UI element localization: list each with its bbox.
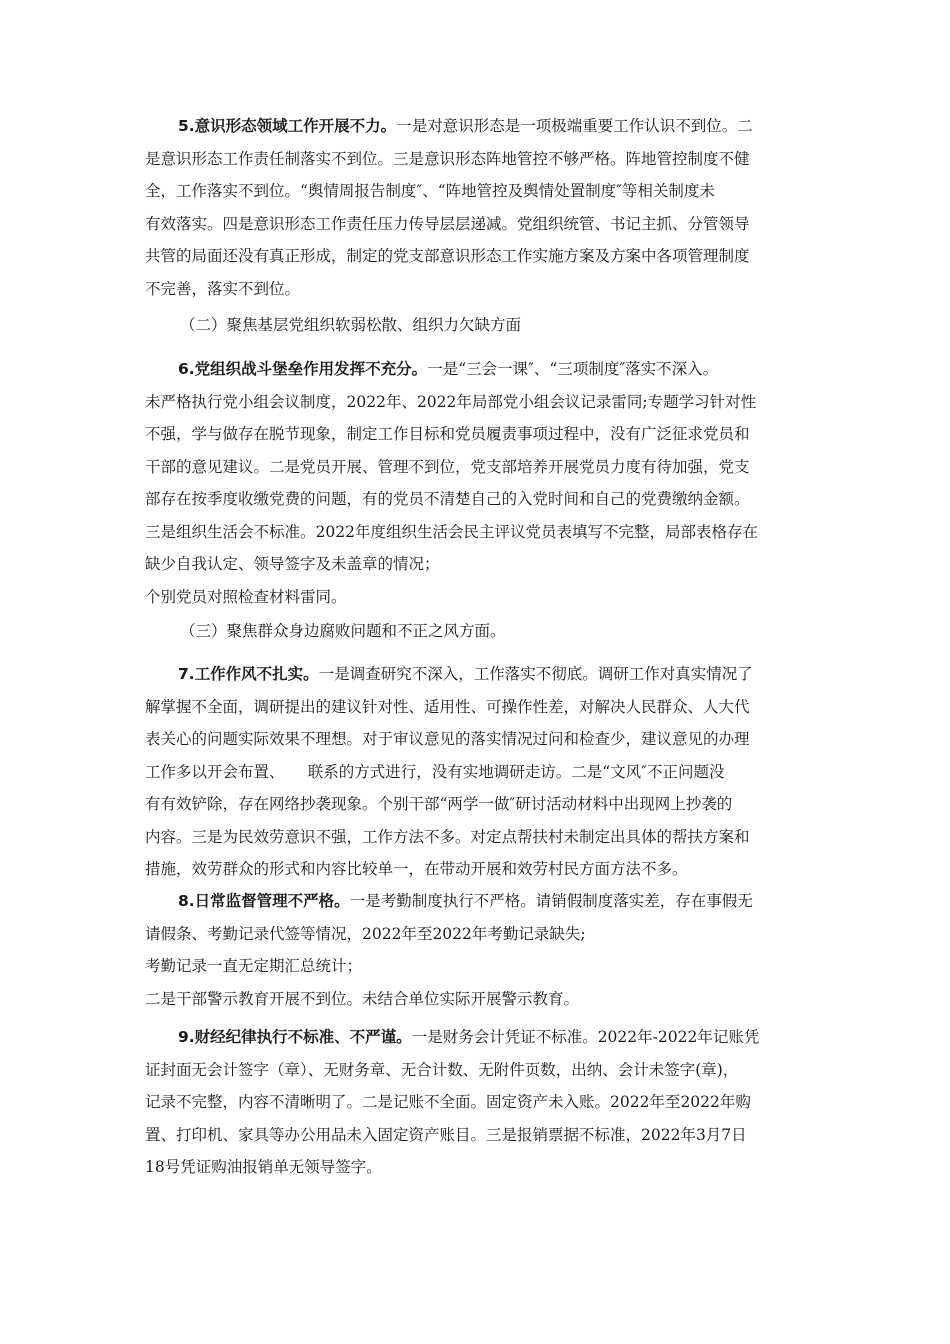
- paragraph-5-line-1: [145, 110, 805, 143]
- paragraph-8-line-3: 考勤记录一直无定期汇总统计；: [145, 957, 363, 975]
- paragraph-5-line-3: 全，工作落实不到位。“舆情周报告制度″、“阵地管控及舆情处置制度″等相关制度未: [145, 182, 715, 200]
- section-heading-2: （二）聚焦基层党组织软弱松散、组织力欠缺方面: [180, 316, 522, 334]
- paragraph-9: [145, 1021, 805, 1184]
- paragraph-6-line-6: 三是组织生活会不标准。2022年度组织生活会民主评议党员表填写不完整，局部表格存在: [145, 522, 758, 541]
- section-heading-3: （三）聚焦群众身边腐败问题和不正之风方面。: [180, 622, 506, 640]
- paragraph-7-line-2: 解掌握不全面，调研提出的建议针对性、适用性、可操作性差，对解决人民群众、人大代: [145, 697, 750, 716]
- paragraph-8-line-2: 请假条、考勤记录代签等情况，2022年至2022年考勤记录缺失;: [145, 924, 586, 943]
- paragraph-7-line-5: 有有效铲除，存在网络抄袭现象。个别干部“两学一做″研讨活动材料中出现网上抄袭的: [145, 795, 733, 813]
- paragraph-7-line-4: 工作多以开会布置、 联系的方式进行，没有实地调研走访。二是“文风″不正问题没: [145, 762, 725, 781]
- paragraph-8-heading: 8.日常监督管理不严格。: [178, 892, 350, 910]
- paragraph-6-line-3: 不强，学与做存在脱节现象，制定工作目标和党员履责事项过程中，没有广泛征求党员和: [145, 425, 750, 443]
- paragraph-5-line-5: 共管的局面还没有真正形成，制定的党支部意识形态工作实施方案及方案中各项管理制度: [145, 247, 750, 265]
- paragraph-5: [145, 110, 805, 305]
- paragraph-8-line-1: [145, 885, 805, 918]
- paragraph-7-line-1: [145, 658, 805, 691]
- paragraph-9-line-4: 置、打印机、家具等办公用品未入固定资产账目。三是报销票据不标准，2022年3月7日: [145, 1125, 747, 1144]
- paragraph-5-heading: 5.意识形态领域工作开展不力。: [178, 117, 397, 135]
- paragraph-6-text: 一是“三会一课″、“三项制度″落实不深入。: [427, 360, 719, 378]
- paragraph-6-line-7: 缺少自我认定、领导签字及未盖章的情况；: [145, 555, 440, 573]
- paragraph-5-line-4: 有效落实。四是意识形态工作责任压力传导层层递减。党组织统管、书记主抓、分管领导: [145, 214, 750, 233]
- paragraph-6-line-1: [145, 353, 805, 386]
- paragraph-7-heading: 7.工作作风不扎实。: [178, 665, 319, 683]
- paragraph-9-heading: 9.财经纪律执行不标准、不严谨。: [178, 1028, 412, 1046]
- paragraph-5-text: 一是对意识形态是一项极端重要工作认识不到位。二: [396, 117, 753, 135]
- paragraph-7: [145, 658, 805, 886]
- paragraph-8-text: 一是考勤制度执行不严格。请销假制度落实差，存在事假无: [349, 892, 753, 910]
- paragraph-8-line-4: 二是干部警示教育开展不到位。未结合单位实际开展警示教育。: [145, 989, 580, 1008]
- paragraph-6-line-2: 未严格执行党小组会议制度，2022年、2022年局部党小组会议记录雷同;专题学习针对性: [145, 392, 757, 411]
- paragraph-6-heading: 6.党组织战斗堡垒作用发挥不充分。: [178, 360, 428, 378]
- paragraph-9-text: 一是财务会计凭证不标准。2022年-2022年记账凭: [411, 1028, 760, 1046]
- paragraph-9-line-1: [145, 1021, 805, 1054]
- paragraph-9-line-5: 18号凭证购油报销单无领导签字。: [145, 1158, 382, 1176]
- paragraph-9-line-2: 证封面无会计签字（章）、无财务章、无合计数、无附件页数，出纳、会计未签字(章)，: [145, 1060, 739, 1079]
- paragraph-6-line-5: 部存在按季度收缴党费的问题，有的党员不清楚自己的入党时间和自己的党费缴纳金额。: [145, 490, 750, 508]
- paragraph-8: [145, 885, 805, 1015]
- paragraph-7-line-6: 内容。三是为民效劳意识不强，工作方法不多。对定点帮扶村未制定出具体的帮扶方案和: [145, 827, 750, 846]
- paragraph-6: [145, 353, 805, 613]
- paragraph-9-line-3: 记录不完整，内容不清晰明了。二是记账不全面。固定资产未入账。2022年至2022年购: [145, 1093, 751, 1111]
- paragraph-7-line-3: 表关心的问题实际效果不理想。对于审议意见的落实情况过问和检查少，建议意见的办理: [145, 730, 750, 748]
- paragraph-7-line-7: 措施，效劳群众的形式和内容比较单一，在带动开展和效劳村民方面方法不多。: [145, 860, 688, 878]
- paragraph-6-line-4: 干部的意见建议。二是党员开展、管理不到位，党支部培养开展党员力度有待加强，党支: [145, 457, 750, 476]
- paragraph-5-line-6: 不完善，落实不到位。: [145, 279, 301, 298]
- paragraph-7-text: 一是调查研究不深入，工作落实不彻底。调研工作对真实情况了: [318, 665, 753, 683]
- paragraph-6-line-8: 个别党员对照检查材料雷同。: [145, 587, 347, 606]
- paragraph-5-line-2: 是意识形态工作责任制落实不到位。三是意识形态阵地管控不够严格。阵地管控制度不健: [145, 149, 750, 168]
